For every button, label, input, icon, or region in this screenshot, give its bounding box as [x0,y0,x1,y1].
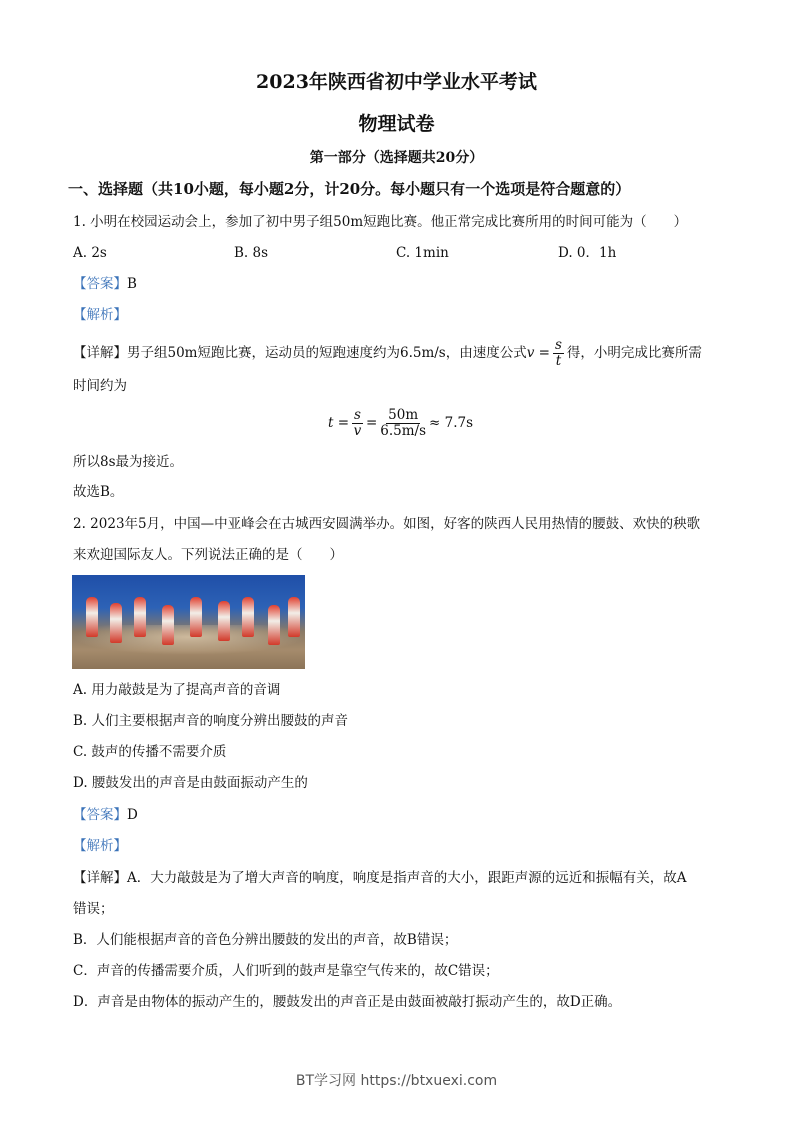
formula-lhs: t = [328,415,350,431]
q2-detail-line5: D．声音是由物体的振动产生的，腰鼓发出的声音正是由鼓面被敲打振动产生的，故D正确。 [73,994,622,1010]
answer-value: D [127,807,138,823]
q2-stem-line2: 来欢迎国际友人。下列说法正确的是（ ） [73,547,343,563]
q2-option-a: A. 用力敲鼓是为了提高声音的音调 [73,682,281,698]
speed-formula-lhs: v = [526,345,550,361]
formula-fraction-sv [352,408,363,439]
section-heading: 一、选择题（共10小题，每小题2分，计20分。每小题只有一个选项是符合题意的） [68,180,631,198]
fraction-numerator: s [554,337,562,353]
q1-option-d: D. 0．1h [558,245,617,261]
fraction-numerator: 50m [388,407,419,423]
q2-stem-line1: 2. 2023年5月，中国—中亚峰会在古城西安圆满举办。如图，好客的陕西人民用热情的腰鼓、欢快的秧歌 [73,516,701,532]
q1-detail-line1 [73,338,702,369]
q2-answer [73,805,138,825]
part-heading: 第一部分（选择题共20分） [309,150,484,166]
fraction-denominator: v [353,423,362,439]
footer-watermark: BT学习网 https://btxuexi.com [295,1073,498,1089]
detail-text: A．大力敲鼓是为了增大声音的响度，响度是指声音的大小，跟距声源的远近和振幅有关，故A [127,870,687,886]
fraction-denominator: 6.5m/s [380,423,427,439]
exam-title: 2023年陕西省初中学业水平考试 [256,71,537,93]
q2-option-d: D. 腰鼓发出的声音是由鼓面振动产生的 [73,775,308,791]
waist-drum-dance-photo [72,575,305,669]
detail-text: 男子组50m短跑比赛，运动员的短跑速度约为6.5m/s，由速度公式 [127,345,527,361]
q1-stem: 1. 小明在校园运动会上，参加了初中男子组50m短跑比赛。他正常完成比赛所用的时间可能为（ ） [73,214,688,230]
q1-analysis-tag: 【解析】 [73,307,127,323]
exam-subtitle: 物理试卷 [358,113,435,135]
q1-option-c: C. 1min [396,245,449,261]
answer-value: B [127,276,137,292]
q1-formula [328,406,473,440]
q2-option-b: B. 人们主要根据声音的响度分辨出腰鼓的声音 [73,713,349,729]
detail-tag: 【详解】 [73,345,127,361]
q2-detail-line3: B．人们能根据声音的音色分辨出腰鼓的发出的声音，故B错误； [73,932,458,948]
q2-detail-line2: 错误； [73,901,114,917]
answer-tag: 【答案】 [73,276,127,292]
q2-analysis-tag: 【解析】 [73,838,127,854]
fraction-denominator: t [555,353,562,369]
q2-detail-line4: C．声音的传播需要介质，人们听到的鼓声是靠空气传来的，故C错误； [73,963,499,979]
formula-equals: = [365,415,378,431]
detail-text: 得，小明完成比赛所需 [566,345,702,361]
q1-detail-line2: 时间约为 [73,378,127,394]
formula-fraction-values [380,408,426,439]
fraction-numerator: s [354,407,361,423]
q1-option-a: A. 2s [73,245,107,261]
q1-answer [73,274,137,294]
q1-option-b: B. 8s [234,245,269,261]
q1-choose: 故选B。 [73,484,124,500]
q2-detail-line1 [73,868,687,888]
q1-conclusion: 所以8s最为接近。 [73,454,184,470]
q2-option-c: C. 鼓声的传播不需要介质 [73,744,227,760]
detail-tag: 【详解】 [73,870,127,886]
speed-fraction [553,338,564,369]
formula-result: ≈ 7.7s [429,415,474,431]
answer-tag: 【答案】 [73,807,127,823]
